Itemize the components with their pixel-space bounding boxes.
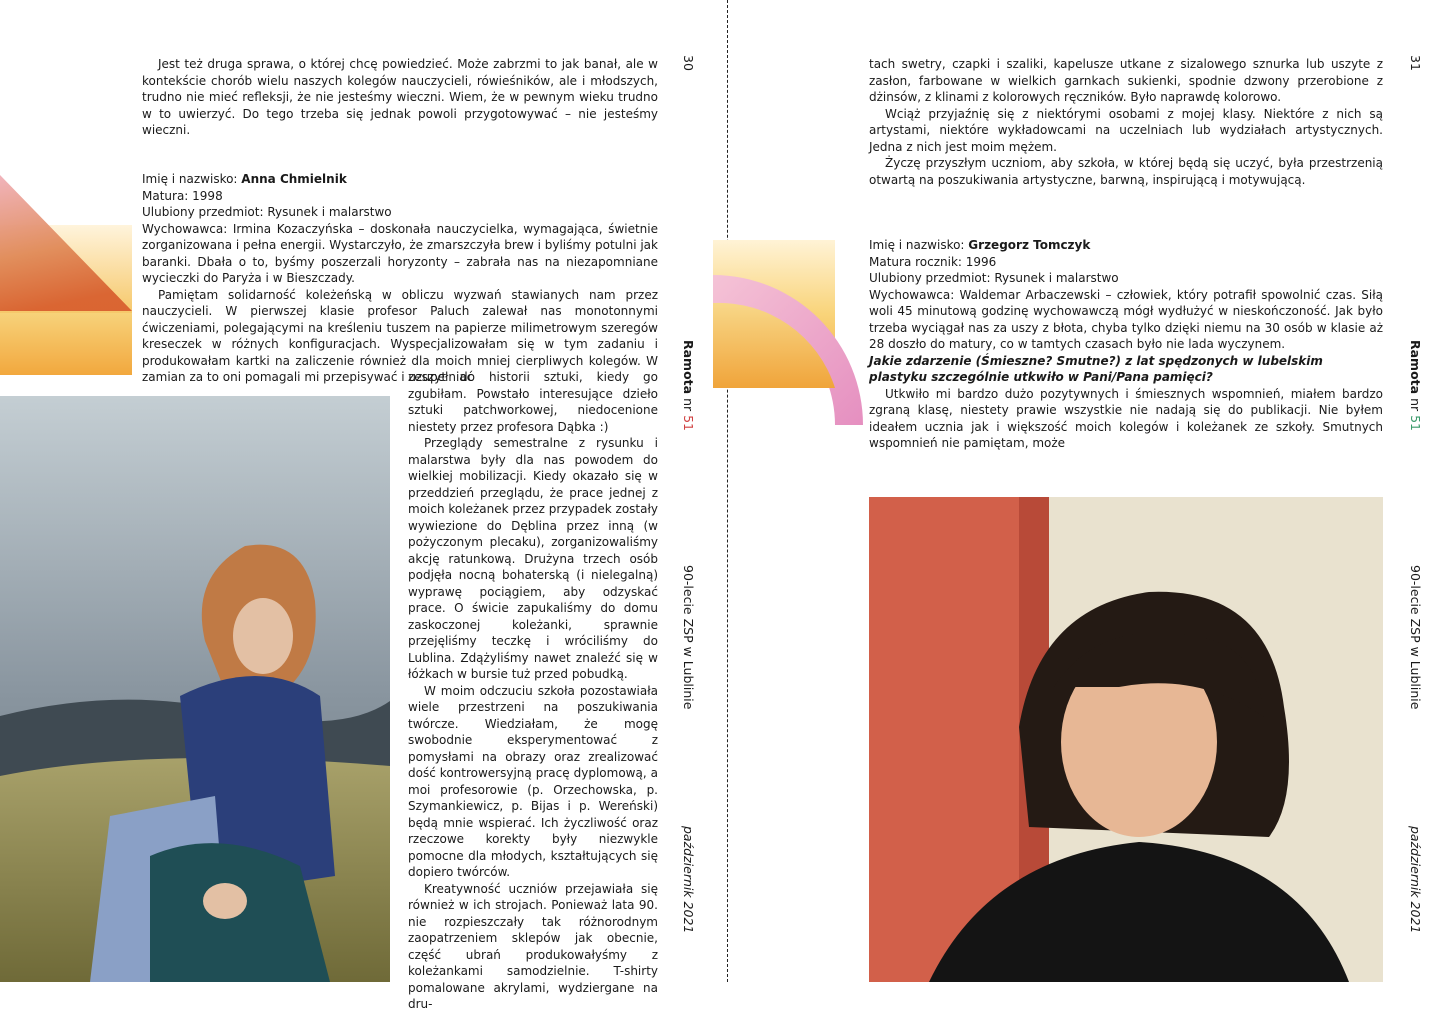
col-paragraph-3: W moim odczuciu szkoła pozostawiała wiele przestrzeni na poszukiwania twórcze. Wiedziałam, że mogę swobodnie eksperymentować z pomysłami na obrazy oraz zrealizować dość kontrowersyjną pracę dyplomową, a moi profesorowie (p. Orzechowska, p. Szymankiewicz, p. Bijas i p. Wereński) będą mnie wspierać. Ich życzliwość oraz rzeczowe korekty były niezwykle pomocne dla młodych, kształtujących się dopiero twórców. (408, 683, 658, 879)
left-masthead: Ramota nr 51 (681, 340, 696, 432)
page-fold-line (727, 0, 728, 982)
right-top-text (869, 56, 1383, 188)
intro-text: Jest też druga sprawa, o której chcę powiedzieć. Może zabrzmi to jak banał, ale w kontekście chorób wielu naszych kolegów nauczycieli, rówieśników, ale i młodszych, trudno nie mieć refleksji, że nie jesteśmy wieczni. Wiem, że w pewnym wieku trudno w to uwierzyć. Do tego trzeba się jednak powoli przygotowywać – nie jesteśmy wieczni. (142, 57, 658, 137)
name-label: Imię i nazwisko: (869, 238, 969, 252)
profile-teacher: Wychowawca: Waldemar Arbaczewski – człowiek, który potrafił spowolnić czas. Siłą woli 45 minutową godzinę wychowawczą mógł wydłużyć w nieskończoność. Jak było trzeba wyciągał nas za uszy z błota, chyba tylko dzięki niemu na 30 osób w klasie aż 28 doszło do matury, co w tamtych czasach było nie lada wyczynem. (869, 287, 1383, 351)
profile-subject: Ulubiony przedmiot: Rysunek i malarstwo (869, 271, 1119, 285)
col-paragraph-4: Kreatywność uczniów przejawiała się również w ich strojach. Ponieważ lata 90. nie rozpieszczały tak różnorodnym zaopatrzeniem sklepów jak obecnie, część ubrań produkowałyśmy z koleżankami samodzielnie. T-shirty pomalowane akrylami, wydziergane na dru- (408, 881, 658, 1011)
col-paragraph-2: Przeglądy semestralne z rysunku i malarstwa były dla nas powodem do wielkiej mobilizacji. Kiedy okazało się w przeddzień przeglądu, że prace jednej z moich koleżanek przez przypadek zostały wywiezione do Dęblina przez inną (w pożyczonym plecaku), zorganizowaliśmy akcję ratunkową. Drużyna trzech osób podjęła nocną bohaterską (i nielegalną) wyprawę pociągiem, aby odzyskać prace. O świcie zapukaliśmy do domu zaskoczonej koleżanki, sprawnie przejęliśmy teczkę i wróciliśmy do Lublina. Zdążyliśmy nawet znaleźć się w łóżkach w bursie tuż przed pobudką. (408, 436, 658, 681)
col-paragraph-1: zeszyt do historii sztuki, kiedy go zgubiłam. Powstało interesujące dzieło sztuki patchworkowej, niedocenione niestety przez profesora Dąbka :) (408, 370, 658, 434)
profile-name: Anna Chmielnik (241, 172, 347, 186)
profile-matura: Matura rocznik: 1996 (869, 254, 997, 269)
profile-matura: Matura: 1998 (142, 188, 223, 203)
portrait-photo-illustration (0, 396, 390, 982)
issue-number: 51 (1408, 415, 1423, 432)
paragraph-solidarity: Pamiętam solidarność koleżeńską w obliczu wyzwań stawianych nam przez nauczycieli. W pierwszej klasie profesor Paluch zalewał nas monotonnymi ćwiczeniami, polegającymi na kreśleniu tuszem na papierze milimetrowym szeregów kreseczek w różnych konfiguracjach. Wyspecjalizowałam się w tym zadaniu i produkowałam kartki na zaliczenie również dla moich mniej cierpliwych kolegów. W zamian za to oni pomagali mi przepisywać i uzupełniać (142, 287, 658, 384)
left-page-number: 30 (681, 55, 696, 71)
decorative-gradient-shape-left (0, 175, 135, 375)
right-paragraph-2: Wciąż przyjaźnię się z niektórymi osobami z mojej klasy. Niektóre z nich są artystami, niektóre wykładowcami na uczelniach lub wydziałach artystycznych. Jedna z nich jest moim mężem. (869, 106, 1383, 154)
photo-grzegorz-tomczyk (869, 497, 1383, 982)
profile-name: Grzegorz Tomczyk (968, 238, 1091, 252)
profile-teacher: Wychowawca: Irmina Kozaczyńska – doskonała nauczycielka, wymagająca, świetnie zorganizowana i pełna energii. Wystarczyło, że zmarszczyła brew i byliśmy potulni jak baranki. Dbała o to, byśmy poszerzali horyzonty – zabrała nas na niezapomniane wycieczki do Paryża i w Bieszczady. (142, 221, 658, 285)
profile-anna (142, 171, 658, 386)
interview-answer: Utkwiło mi bardzo dużo pozytywnych i śmiesznych wspomnień, miałem bardzo zgraną klasę, niestety prawie wszystkie nie nadają się do publikacji. Nie byłem ideałem ucznia jak i większość moich kolegów i koleżanek ze szkoły. Smutnych wspomnień nie pamiętam, może (869, 386, 1383, 450)
profile-subject: Ulubiony przedmiot: Rysunek i malarstwo (142, 205, 392, 219)
interview-question: Jakie zdarzenie (Śmieszne? Smutne?) z lat spędzonych w lubelskim plastyku szczególnie utkwiło w Pani/Pana pamięci? (869, 353, 1323, 384)
right-jubilee: 90-lecie ZSP w Lublinie (1408, 565, 1423, 710)
right-masthead: Ramota nr 51 (1408, 340, 1423, 432)
left-date: październik 2021 (681, 826, 696, 934)
name-label: Imię i nazwisko: (142, 172, 242, 186)
decorative-gradient-arc-right (713, 240, 863, 425)
photo-anna-chmielnik (0, 396, 390, 982)
portrait-photo-illustration (869, 497, 1383, 982)
right-paragraph-3: Życzę przyszłym uczniom, aby szkoła, w której będą się uczyć, była przestrzenią otwartą na poszukiwania artystyczne, barwną, inspirującą i motywującą. (869, 156, 1383, 187)
right-date: październik 2021 (1408, 826, 1423, 934)
right-paragraph-1: tach swetry, czapki i szaliki, kapelusze utkane z sizalowego sznurka lub uszyte z zasłon, farbowane w wielkich garnkach sukienki, spodnie dzwony przerobione z dżinsów, z klinami z kolorowych ręczników. Było naprawdę kolorowo. (869, 57, 1383, 104)
profile-grzegorz (869, 237, 1383, 452)
issue-number: 51 (681, 415, 696, 432)
left-column-text (408, 369, 658, 1013)
intro-paragraph (142, 56, 658, 139)
right-page-number: 31 (1408, 55, 1423, 71)
left-jubilee: 90-lecie ZSP w Lublinie (681, 565, 696, 710)
